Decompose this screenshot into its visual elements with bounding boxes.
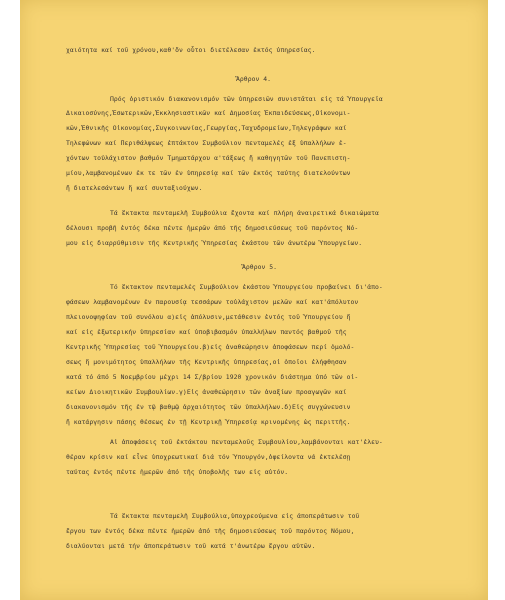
text-line: χαιότητα καί τοῦ χρόνου,καθ'ὅν οὗτοι διετέλεσαν ἐκτός ὑπηρεσίας. bbox=[66, 46, 316, 54]
document-page bbox=[20, 0, 488, 600]
text-line: κῶν,Ἐθνικῆς Οἰκονομίας,Συγκοινωνίας,Γεωργίας,Ταχυδρομείων,Τηλεγράφων καί bbox=[66, 124, 347, 132]
text-line: κείων Διοικητικῶν Συμβουλίων.γ)Εἰς ἀναθεώρησιν τῶν ἀναξίων προαγωγῶν καί bbox=[66, 388, 347, 396]
text-line: φάσεων λαμβανομένων ἐν παρουσίᾳ τεσσάρων τοὐλάχιστον μελῶν καί κατ'ἀπόλυτον bbox=[66, 298, 359, 306]
text-line: Τό ἕκτακτον πενταμελές Συμβούλιον ἑκάστου Ὑπουργείου προβαίνει δι'ἀπο- bbox=[110, 283, 383, 291]
text-line: μίου,λαμβανομένων ἐκ τε τῶν ἐν ὑπηρεσίᾳ καί τῶν ἐκτός ταύτης διατελούντων bbox=[66, 169, 351, 177]
text-line: σεως ἤ μονιμότητος ὑπαλλήλων τῆς Κεντρικῆς ὑπηρεσίας,οἱ ὁποῖοι ἐλήφθησαν bbox=[66, 358, 347, 366]
text-line: Πρός ὁριστικόν διακανονισμόν τῶν ὑπηρεσιῶν συνιστᾶται εἰς τά Ὑπουργεῖα bbox=[110, 95, 383, 103]
article-heading: Ἄρθρον 5. bbox=[242, 263, 278, 271]
text-line: ταύτας ἐντός πέντε ἡμερῶν ἀπό τῆς ὑποβολῆς των εἰς αὐτόν. bbox=[66, 468, 289, 476]
text-line: πλειονοψηφίαν τοῦ συνόλου α)εἰς ἀπόλυσιν,μετάθεσιν ἐντός τοῦ Ὑπουργείου ἤ bbox=[66, 313, 351, 321]
text-line: καί εἰς ἐξωτερικήν ὑπηρεσίαν καί ὑποβιβασμόν ὑπαλλήλων παντός βαθμοῦ τῆς bbox=[66, 328, 347, 336]
text-line: κατά τό ἀπό 5 Νοεμβρίου μέχρι 14 Σ/βρίου 1920 χρονικόν διάστημα ὑπό τῶν οἰ- bbox=[66, 373, 359, 381]
text-line: Αἱ ἀποφάσεις τοῦ ἐκτάκτου πενταμελοῦς Συμβουλίου,λαμβάνονται κατ'ἐλευ- bbox=[110, 438, 383, 446]
text-line: Τηλεφώνων καί Περιθάλψεως ἑπτάκτον Συμβούλιον πενταμελές ἐξ ὑπαλλήλων ἐ- bbox=[66, 139, 347, 147]
text-line: ἤ κατάργησιν πάσης θέσεως ἐν τῇ Κεντρικῇ Ὑπηρεσίᾳ κρινομένης ὡς περιττῆς. bbox=[66, 418, 351, 426]
text-line: Τά ἕκτακτα πενταμελῆ Συμβούλια,ὑποχρεούμενα εἰς ἀποπεράτωσιν τοῦ bbox=[110, 512, 360, 520]
text-line: ἤ διατελεσάντων ἤ καί συνταξιούχων. bbox=[66, 184, 203, 192]
text-line: Δικαιοσύνης,Ἐσωτερικῶν,Ἐκκλησιαστικῶν καί Δημοσίας Ἐκπαιδεύσεως,Οἰκονομι- bbox=[66, 109, 351, 117]
text-line: ἔργου των ἐντός δέκα πέντε ἡμερῶν ἀπό τῆς δημοσιεύσεως τοῦ παρόντος Νόμου, bbox=[66, 527, 355, 535]
article-heading: Ἄρθρον 4. bbox=[236, 75, 272, 83]
text-line: θέραν κρίσιν καί εἶνε ὑποχρεωτικαί διά τόν Ὑπουργόν,ὀφείλοντα νά ἐκτελέσῃ bbox=[66, 453, 351, 461]
text-line: διαλύονται μετά τήν ἀποπεράτωσιν τοῦ κατά τ'ἀνωτέρω ἔργου αὐτῶν. bbox=[66, 542, 316, 550]
text-line: Κεντρικῆς Ὑπηρεσίας τοῦ Ὑπουργείου.β)εἰς ἀναθεώρησιν ἀποφάσεων περί ὁμολό- bbox=[66, 343, 355, 351]
text-line: μου εἰς διαρρύθμισιν τῆς Κεντρικῆς Ὑπηρεσίας ἑκάστου τῶν ἀνωτέρω Ὑπουργείων. bbox=[66, 239, 363, 247]
text-line: δέλουσι προβῆ ἐντός δέκα πέντε ἡμερῶν ἀπό τῆς δημοσιεύσεως τοῦ παρόντος Νό- bbox=[66, 224, 359, 232]
text-line: διακανονισμόν τῆς ἐν τῷ βαθμῷ ἀρχαιότητος τῶν ὑπαλλήλων.δ)Εἰς συγχώνευσιν bbox=[66, 403, 351, 411]
text-line: χόντων τοὐλάχιστον βαθμόν Τμηματάρχου α'τάξεως ἤ καθηγητῶν τοῦ Πανεπιστη- bbox=[66, 154, 351, 162]
text-line: Τά ἕκτακτα πενταμελῆ Συμβούλια ἔχοντα καί πλήρη ἀναιρετικά δικαιώματα bbox=[110, 209, 379, 217]
